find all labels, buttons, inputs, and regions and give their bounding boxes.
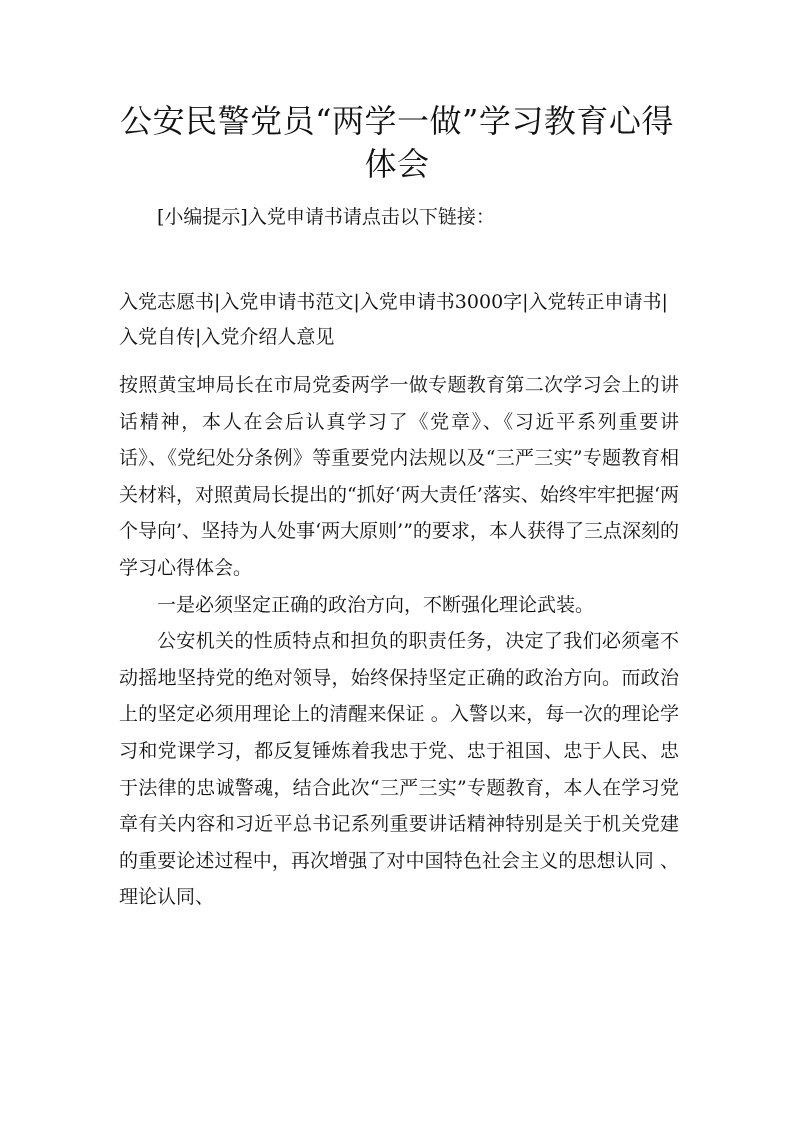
document-body [119, 367, 679, 916]
document-title: 公安民警党员“两学一做”学习教育心得体会 [120, 102, 674, 183]
section-heading: 一是必须坚定正确的政治方向，不断强化理论武装。 [157, 593, 595, 616]
body-paragraph: 按照黄宝坤局长在市局党委两学一做专题教育第二次学习会上的讲话精神，本人在会后认真学习了《党章》、《习近平系列重要讲话》、《党纪处分条例》等重要党内法规以及“三严三实”专题教育相关材料，对照黄局长提出的“抓好‘两大责任’落实、始终牢牢把握‘两个导向’、坚持为人处事‘两大原则’”的要求，本人获得了三点深刻的学习心得体会。 [119, 374, 679, 579]
related-links-line: 入党志愿书|入党申请书范文|入党申请书3000字|入党转正申请书|入党自传|入党介绍人意见 [119, 291, 668, 348]
editor-note: [小编提示]入党申请书请点击以下链接： [157, 206, 495, 228]
body-paragraph: 公安机关的性质特点和担负的职责任务，决定了我们必须毫不动摇地坚持党的绝对领导，始终保持坚定正确的政治方向。而政治上的坚定必须用理论上的清醒来保证 。入警以来，每一次的理论学习和党课学习，都反复锤炼着我忠于党、忠于祖国、忠于人民、忠于法律的忠诚警魂，结合此次“三严三实”专题教育，本人在学习党章有关内容和习近平总书记系列重要讲话精神特别是关于机关党建的重要论述过程中，再次增强了对中国特色社会主义的思想认同 、理论认同、 [119, 630, 679, 909]
